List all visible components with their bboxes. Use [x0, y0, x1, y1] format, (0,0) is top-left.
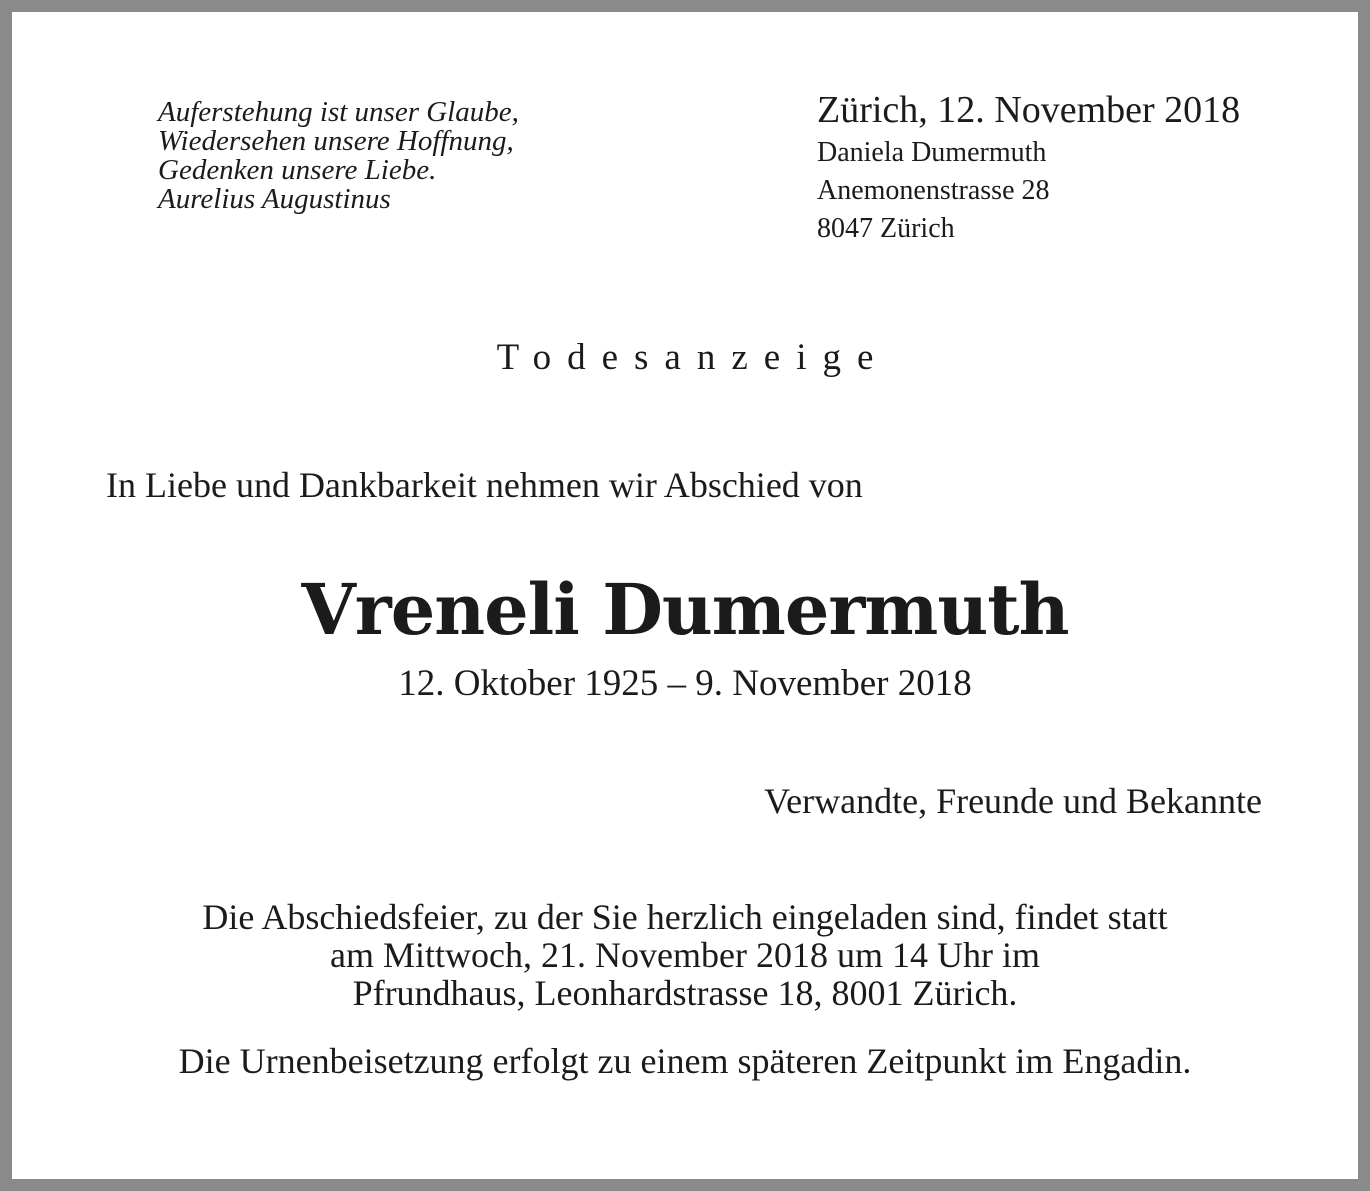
sender-street: Anemonenstrasse 28: [817, 175, 1050, 206]
notice-heading: Todesanzeige: [496, 337, 890, 378]
quote-line: Auferstehung ist unser Glaube,: [158, 96, 519, 128]
place-date: Zürich, 12. November 2018: [817, 89, 1241, 131]
sender-name: Daniela Dumermuth: [817, 137, 1047, 168]
ceremony-line: Pfrundhaus, Leonhardstrasse 18, 8001 Zürich.: [352, 973, 1018, 1013]
sender-city: 8047 Zürich: [817, 213, 955, 244]
lifespan-dates: 12. Oktober 1925 – 9. November 2018: [398, 663, 972, 704]
intro-text: In Liebe und Dankbarkeit nehmen wir Abschied von: [106, 465, 863, 505]
quote-block: [158, 98, 519, 214]
ceremony-details: [12, 898, 1358, 1012]
quote-author: Aurelius Augustinus: [158, 183, 391, 215]
ceremony-line: Die Abschiedsfeier, zu der Sie herzlich eingeladen sind, findet statt: [202, 897, 1168, 937]
urn-note: Die Urnenbeisetzung erfolgt zu einem späteren Zeitpunkt im Engadin.: [178, 1041, 1192, 1081]
obituary-notice: [12, 12, 1358, 1179]
deceased-name: Vreneli Dumermuth: [301, 568, 1069, 651]
quote-line: Wiedersehen unsere Hoffnung,: [158, 125, 514, 157]
sender-block: [817, 86, 1240, 248]
ceremony-line: am Mittwoch, 21. November 2018 um 14 Uhr im: [330, 935, 1040, 975]
mourners-text: Verwandte, Freunde und Bekannte: [764, 781, 1262, 821]
quote-line: Gedenken unsere Liebe.: [158, 154, 437, 186]
